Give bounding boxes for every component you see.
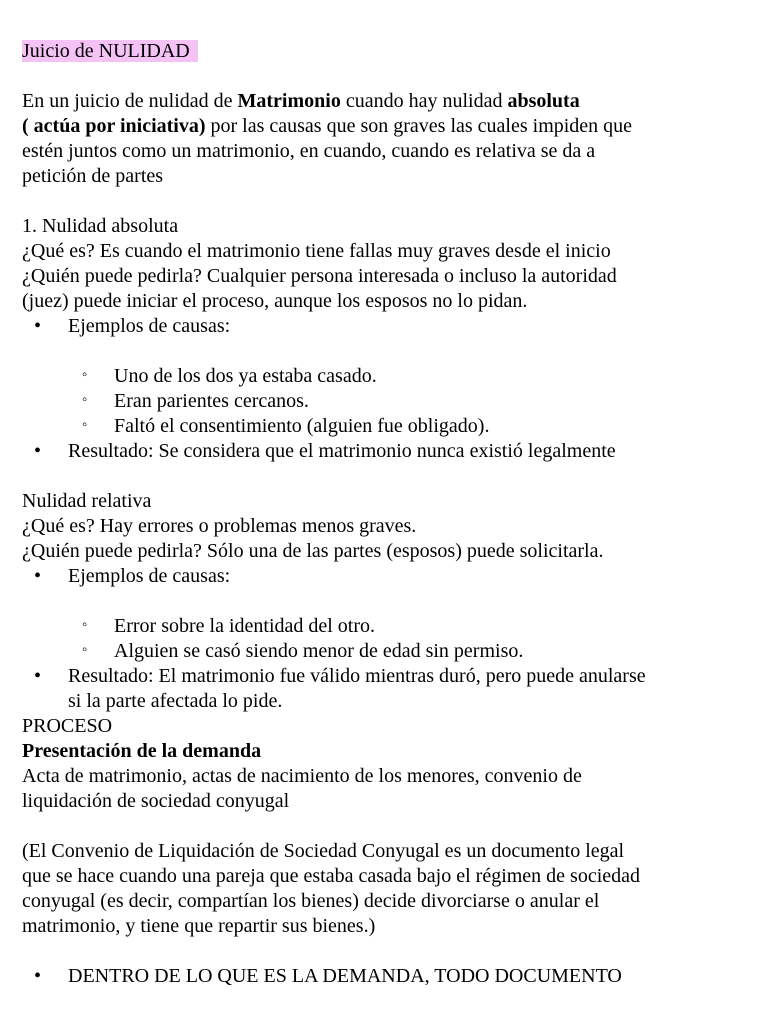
bullet-icon: •: [34, 565, 42, 587]
relativa-quien: ¿Quién puede pedirla? Sólo una de las partes (esposos) puede solicitarla.: [22, 540, 604, 562]
absoluta-heading: 1. Nulidad absoluta: [22, 215, 179, 237]
intro-line-2: ( actúa por iniciativa) por las causas que son graves las cuales impiden que: [22, 115, 633, 137]
relativa-ejemplo-item: ◦ Alguien se casó siendo menor de edad sin permiso.: [82, 640, 524, 662]
intro-line-3: estén juntos como un matrimonio, en cuando, cuando es relativa se da a: [22, 140, 596, 162]
bullet-icon: •: [34, 665, 42, 687]
nota-line: que se hace cuando una pareja que estaba casada bajo el régimen de sociedad: [22, 865, 641, 887]
proceso-docs-2: liquidación de sociedad conyugal: [22, 790, 290, 812]
absoluta-quien-1: ¿Quién puede pedirla? Cualquier persona interesada o incluso la autoridad: [22, 265, 617, 287]
document-title: [22, 39, 752, 64]
absoluta-ejemplos-item: • Ejemplos de causas:: [34, 315, 231, 337]
relativa-resultado-item: • Resultado: El matrimonio fue válido mientras duró, pero puede anularse si la parte afectada lo pide.: [34, 665, 646, 712]
spacer: [22, 189, 752, 214]
spacer: [22, 339, 752, 364]
proceso-docs-1: Acta de matrimonio, actas de nacimiento de los menores, convenio de: [22, 765, 582, 787]
bullet-icon: •: [34, 315, 42, 337]
spacer: [22, 939, 752, 964]
spacer: [22, 814, 752, 839]
relativa-heading: Nulidad relativa: [22, 490, 152, 512]
relativa-ejemplos-item: • Ejemplos de causas:: [34, 565, 231, 587]
title-highlight: Juicio de NULIDAD: [22, 40, 198, 62]
proceso-subheading: Presentación de la demanda: [22, 740, 262, 762]
sub-bullet-icon: ◦: [82, 642, 88, 658]
relativa-que-es: ¿Qué es? Hay errores o problemas menos graves.: [22, 515, 417, 537]
absoluta-que-es: ¿Qué es? Es cuando el matrimonio tiene fallas muy graves desde el inicio: [22, 240, 611, 262]
sub-bullet-icon: ◦: [82, 392, 88, 408]
spacer: [22, 64, 752, 89]
bullet-icon: •: [34, 965, 42, 987]
relativa-ejemplo-item: ◦ Error sobre la identidad del otro.: [82, 615, 376, 637]
spacer: [22, 589, 752, 614]
bullet-icon: •: [34, 440, 42, 462]
absoluta-resultado-item: • Resultado: Se considera que el matrimonio nunca existió legalmente: [34, 440, 616, 462]
intro-line-4: petición de partes: [22, 165, 164, 187]
spacer: [22, 464, 752, 489]
absoluta-quien-2: (juez) puede iniciar el proceso, aunque los esposos no lo pidan.: [22, 290, 528, 312]
intro-line-1: En un juicio de nulidad de Matrimonio cuando hay nulidad absoluta: [22, 90, 580, 112]
sub-bullet-icon: ◦: [82, 367, 88, 383]
absoluta-ejemplo-item: ◦ Faltó el consentimiento (alguien fue obligado).: [82, 415, 490, 437]
sub-bullet-icon: ◦: [82, 417, 88, 433]
nota-line: conyugal (es decir, compartían los bienes) decide divorciarse o anular el: [22, 890, 600, 912]
nota-line: (El Convenio de Liquidación de Sociedad Conyugal es un documento legal: [22, 840, 625, 862]
absoluta-ejemplo-item: ◦ Uno de los dos ya estaba casado.: [82, 365, 377, 387]
nota-line: matrimonio, y tiene que repartir sus bienes.): [22, 915, 376, 937]
demanda-bullet-item: • DENTRO DE LO QUE ES LA DEMANDA, TODO DOCUMENTO: [34, 965, 622, 987]
absoluta-ejemplo-item: ◦ Eran parientes cercanos.: [82, 390, 309, 412]
sub-bullet-icon: ◦: [82, 617, 88, 633]
proceso-heading: PROCESO: [22, 715, 113, 737]
